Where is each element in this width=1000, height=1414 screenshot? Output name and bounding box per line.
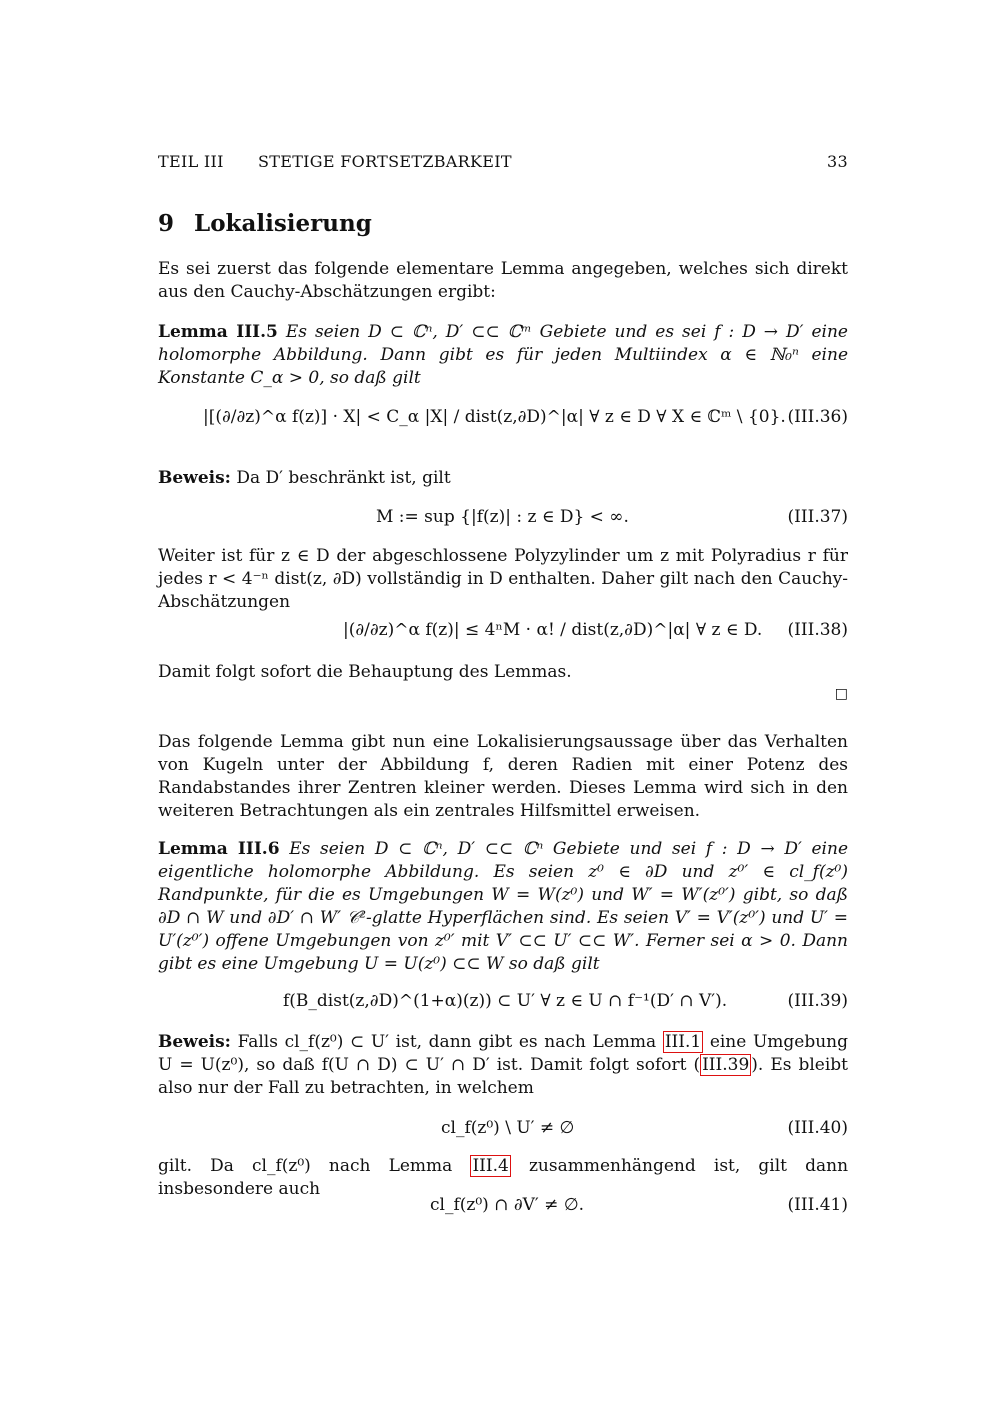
proof-III6-text-4: gilt. Da cl_f(z⁰) nach Lemma [158,1156,453,1176]
proof-III6-text-3: ). Es bleibt also nur der Fall zu betrachten, in welchem [158,1055,849,1098]
running-header [158,150,848,173]
intro-paragraph: Es sei zuerst das folgende elementare Lemma angegeben, welches sich direkt aus den Cauchy-Abschätzungen ergibt: [158,259,848,302]
reference-link-III4[interactable]: III.4 [472,1156,509,1176]
proof-label: Beweis: [158,1032,231,1052]
equation-III36-tag: (III.36) [787,407,848,427]
lemma-III5 [158,321,848,390]
header-section: STETIGE FORTSETZBARKEIT [258,152,512,171]
equation-III41 [158,1194,848,1234]
lemma-III5-label: Lemma III.5 [158,322,278,342]
equation-III39-tag: (III.39) [787,991,848,1011]
proof-III6-text-1: Falls cl_f(z⁰) ⊂ U′ ist, dann gibt es nach Lemma [237,1032,657,1052]
equation-III38-body: |(∂/∂z)^α f(z)| ≤ 4ⁿM · α! / dist(z,∂D)^|α| ∀ z ∈ D. [343,620,763,640]
reference-link-III1[interactable]: III.1 [664,1032,702,1052]
proof-III6-start [158,1031,848,1100]
equation-III40-body: cl_f(z⁰) \ U′ ≠ ∅ [441,1118,575,1138]
equation-III37 [158,506,848,546]
equation-III36 [158,406,848,446]
proof-III6-text-5: zusammenhängend ist, gilt dann insbesondere auch [158,1156,849,1199]
equation-III41-tag: (III.41) [787,1195,848,1215]
section-title: Lokalisierung [194,210,372,237]
equation-III40 [158,1117,848,1157]
page-number: 33 [827,152,848,171]
qed-symbol: □ [834,686,848,702]
lemma-III6-label: Lemma III.6 [158,839,280,859]
equation-III37-tag: (III.37) [787,507,848,527]
equation-III40-tag: (III.40) [787,1118,848,1138]
equation-III41-body: cl_f(z⁰) ∩ ∂V′ ≠ ∅. [430,1195,585,1215]
section-heading [158,212,372,235]
lemma-III6-text: Es seien D ⊂ ℂⁿ, D′ ⊂⊂ ℂⁿ Gebiete und sei f : D → D′ eine eigentliche holomorphe Abbildung. Es seien z⁰ ∈ ∂D und z⁰′ ∈ cl_f(z⁰) Randpunkte, für die es Umgebungen W = W(z⁰) und W′ = W′(z⁰′) gibt, so daß ∂D ∩ W und ∂D′ ∩ W′ 𝒞²-glatte Hyperflächen sind. Es seien V′ = V′(z⁰′) und U′ = U′(z⁰′) offene Umgebungen von z⁰′ mit V′ ⊂⊂ U′ ⊂⊂ W′. Ferner sei α > 0. Dann gibt es eine Umgebung U = U(z⁰) ⊂⊂ W so daß gilt [158,839,848,974]
lemma-III6 [158,838,848,976]
equation-III36-body: |[(∂/∂z)^α f(z)] · X| < C_α |X| / dist(z,∂D)^|α| ∀ z ∈ D ∀ X ∈ ℂᵐ \ {0}. [203,407,786,427]
equation-III39-body: f(B_dist(z,∂D)^(1+α)(z)) ⊂ U′ ∀ z ∈ U ∩ f⁻¹(D′ ∩ V′). [283,991,728,1011]
equation-III38-tag: (III.38) [787,620,848,640]
equation-III38 [158,619,848,659]
equation-III37-body: M := sup {|f(z)| : z ∈ D} < ∞. [376,507,629,527]
proof-label: Beweis: [158,468,231,488]
paragraph-lemma-intro: Das folgende Lemma gibt nun eine Lokalisierungsaussage über das Verhalten von Kugeln unter der Abbildung f, deren Radien mit einer Potenz des Randabstandes ihrer Zentren kleiner werden. Dieses Lemma wird sich in den weiteren Betrachtungen als ein zentrales Hilfsmittel erweisen. [158,732,848,821]
lemma-III5-text: Es seien D ⊂ ℂⁿ, D′ ⊂⊂ ℂᵐ Gebiete und es sei f : D → D′ eine holomorphe Abbildung. Dann gibt es für jeden Multiindex α ∈ ℕ₀ⁿ eine Konstante C_α > 0, so daß gilt [158,322,848,388]
section-number: 9 [158,210,175,237]
proof-III5-text: Da D′ beschränkt ist, gilt [236,468,451,488]
header-part: TEIL III [158,152,224,171]
proof-III6-text-2: eine Umgebung U = U(z⁰), so daß f(U ∩ D) ⊂ U′ ∩ D′ ist. Damit folgt sofort ( [158,1032,848,1075]
proof-III5-end: Damit folgt sofort die Behauptung des Lemmas. [158,662,572,682]
equation-III39 [158,990,848,1030]
proof-III5-start [158,467,848,490]
reference-link-III39[interactable]: III.39 [702,1055,750,1075]
proof-III5-middle: Weiter ist für z ∈ D der abgeschlossene Polyzylinder um z mit Polyradius r für jedes r < 4⁻ⁿ dist(z, ∂D) vollständig in D enthalten. Daher gilt nach den Cauchy-Abschätzungen [158,546,848,612]
